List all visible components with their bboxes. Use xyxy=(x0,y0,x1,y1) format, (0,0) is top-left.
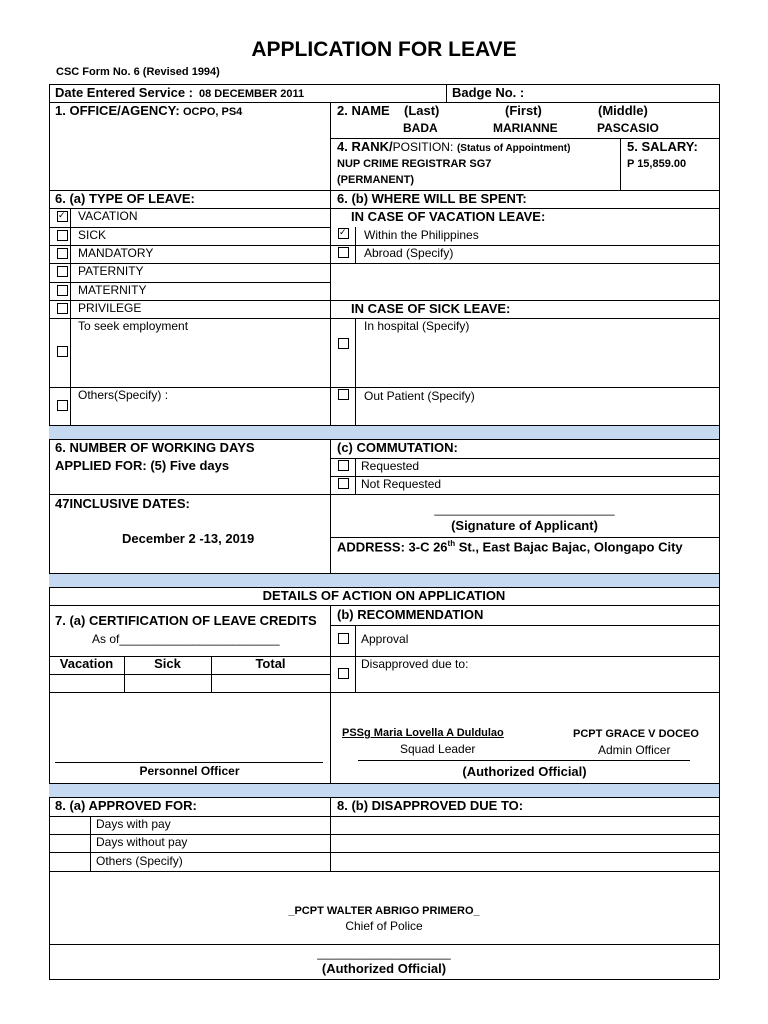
address-label: ADDRESS: 3-C 26 xyxy=(337,539,448,555)
not-requested-checkbox[interactable] xyxy=(338,478,349,489)
others-label: Others(Specify) : xyxy=(78,388,169,402)
leave-type-vacation: VACATION xyxy=(78,209,138,223)
in-hospital-checkbox[interactable] xyxy=(338,338,349,349)
others-checkbox[interactable] xyxy=(57,400,68,411)
sick-checkbox[interactable] xyxy=(57,230,68,241)
applicant-signature-line: ___________________________ xyxy=(434,502,615,516)
recommendation-label: (b) RECOMMENDATION xyxy=(337,607,484,622)
rank-label-text: 4. RANK/ xyxy=(337,139,393,154)
chief-title: Chief of Police xyxy=(345,919,423,933)
within-philippines-checkbox[interactable] xyxy=(338,228,349,239)
badge-label: Badge No. : xyxy=(452,85,525,100)
signer2-name: PCPT GRACE V DOCEO xyxy=(573,728,699,740)
inclusive-dates-label: 47INCLUSIVE DATES: xyxy=(55,496,190,511)
within-philippines-label: Within the Philippines xyxy=(364,228,479,242)
requested-label: Requested xyxy=(361,459,420,473)
name-first-value: MARIANNE xyxy=(493,121,558,135)
form-number: CSC Form No. 6 (Revised 1994) xyxy=(56,66,220,78)
seek-employment-checkbox[interactable] xyxy=(57,346,68,357)
details-header: DETAILS OF ACTION ON APPLICATION xyxy=(262,588,506,603)
signer1-title: Squad Leader xyxy=(400,742,476,756)
where-spent-label: 6. (b) WHERE WILL BE SPENT: xyxy=(337,191,527,206)
recommendation-authorized-official: (Authorized Official) xyxy=(462,764,587,779)
date-entered-label: Date Entered Service : xyxy=(55,85,194,100)
credits-col-total: Total xyxy=(255,656,286,671)
abroad-checkbox[interactable] xyxy=(338,247,349,258)
disapproved-checkbox[interactable] xyxy=(338,668,349,679)
name-middle-label: (Middle) xyxy=(598,103,648,118)
rank-label xyxy=(337,140,570,155)
inclusive-dates-value: December 2 -13, 2019 xyxy=(122,531,255,546)
certification-label: 7. (a) CERTIFICATION OF LEAVE CREDITS xyxy=(55,613,317,628)
name-last-value: BADA xyxy=(403,121,438,135)
vacation-leave-header: IN CASE OF VACATION LEAVE: xyxy=(351,209,546,224)
leave-type-mandatory: MANDATORY xyxy=(78,246,154,260)
out-patient-checkbox[interactable] xyxy=(338,389,349,400)
signer1-name: PSSg Maria Lovella A Duldulao xyxy=(342,727,504,739)
requested-checkbox[interactable] xyxy=(338,460,349,471)
form-title: APPLICATION FOR LEAVE xyxy=(251,38,517,61)
name-label: 2. NAME xyxy=(337,103,390,118)
not-requested-label: Not Requested xyxy=(361,477,442,491)
personnel-officer-label: Personnel Officer xyxy=(139,764,240,778)
credits-col-vacation: Vacation xyxy=(59,656,114,671)
rank-label-position: POSITION: xyxy=(392,140,454,154)
out-patient-label: Out Patient (Specify) xyxy=(364,389,475,403)
approval-others-label: Others (Specify) xyxy=(96,854,183,868)
maternity-checkbox[interactable] xyxy=(57,285,68,296)
address-rest: St., East Bajac Bajac, Olongapo City xyxy=(455,539,683,555)
applicant-signature-label: (Signature of Applicant) xyxy=(451,518,598,533)
address xyxy=(337,539,683,555)
as-of-label: As of________________________ xyxy=(92,632,280,646)
salary-value: P 15,859.00 xyxy=(627,158,687,170)
office-value: OCPO, PS4 xyxy=(183,106,243,118)
chief-name: _PCPT WALTER ABRIGO PRIMERO_ xyxy=(288,905,480,917)
office-label: 1. OFFICE/AGENCY: xyxy=(55,103,180,118)
seek-employment-label: To seek employment xyxy=(78,319,189,333)
address-sup: th xyxy=(447,539,456,548)
days-without-pay-label: Days without pay xyxy=(96,835,188,849)
name-first-label: (First) xyxy=(505,103,542,118)
vacation-checkbox[interactable] xyxy=(57,211,68,222)
leave-type-privilege: PRIVILEGE xyxy=(78,301,142,315)
working-days-label: 6. NUMBER OF WORKING DAYS xyxy=(55,440,255,455)
type-of-leave-label: 6. (a) TYPE OF LEAVE: xyxy=(55,191,195,206)
signer2-title: Admin Officer xyxy=(598,743,671,757)
approval-label: Approval xyxy=(361,632,409,646)
final-authorized-official: (Authorized Official) xyxy=(321,961,447,976)
final-authorized-line: ____________________ xyxy=(317,946,451,960)
name-middle-value: PASCASIO xyxy=(597,121,659,135)
approval-checkbox[interactable] xyxy=(338,633,349,644)
rank-note: (Status of Appointment) xyxy=(456,143,571,154)
mandatory-checkbox[interactable] xyxy=(57,248,68,259)
days-with-pay-label: Days with pay xyxy=(96,817,171,831)
in-hospital-label: In hospital (Specify) xyxy=(364,319,470,333)
disapproved-label: Disapproved due to: xyxy=(361,657,469,671)
approved-for-label: 8. (a) APPROVED FOR: xyxy=(55,798,197,813)
salary-label: 5. SALARY: xyxy=(627,139,698,154)
abroad-label: Abroad (Specify) xyxy=(364,246,454,260)
sick-leave-header: IN CASE OF SICK LEAVE: xyxy=(351,301,511,316)
rank-value-2: (PERMANENT) xyxy=(337,174,414,186)
working-days-applied: APPLIED FOR: (5) Five days xyxy=(55,458,230,473)
credits-col-sick: Sick xyxy=(154,656,181,671)
commutation-label: (c) COMMUTATION: xyxy=(337,440,458,455)
disapproved-due-to-label: 8. (b) DISAPPROVED DUE TO: xyxy=(337,798,524,813)
leave-type-paternity: PATERNITY xyxy=(78,264,144,278)
leave-type-maternity: MATERNITY xyxy=(78,283,147,297)
privilege-checkbox[interactable] xyxy=(57,303,68,314)
name-last-label: (Last) xyxy=(404,103,440,118)
date-entered-value: 08 DECEMBER 2011 xyxy=(199,88,305,100)
paternity-checkbox[interactable] xyxy=(57,266,68,277)
rank-value-1: NUP CRIME REGISTRAR SG7 xyxy=(337,158,492,170)
leave-type-sick: SICK xyxy=(78,228,107,242)
